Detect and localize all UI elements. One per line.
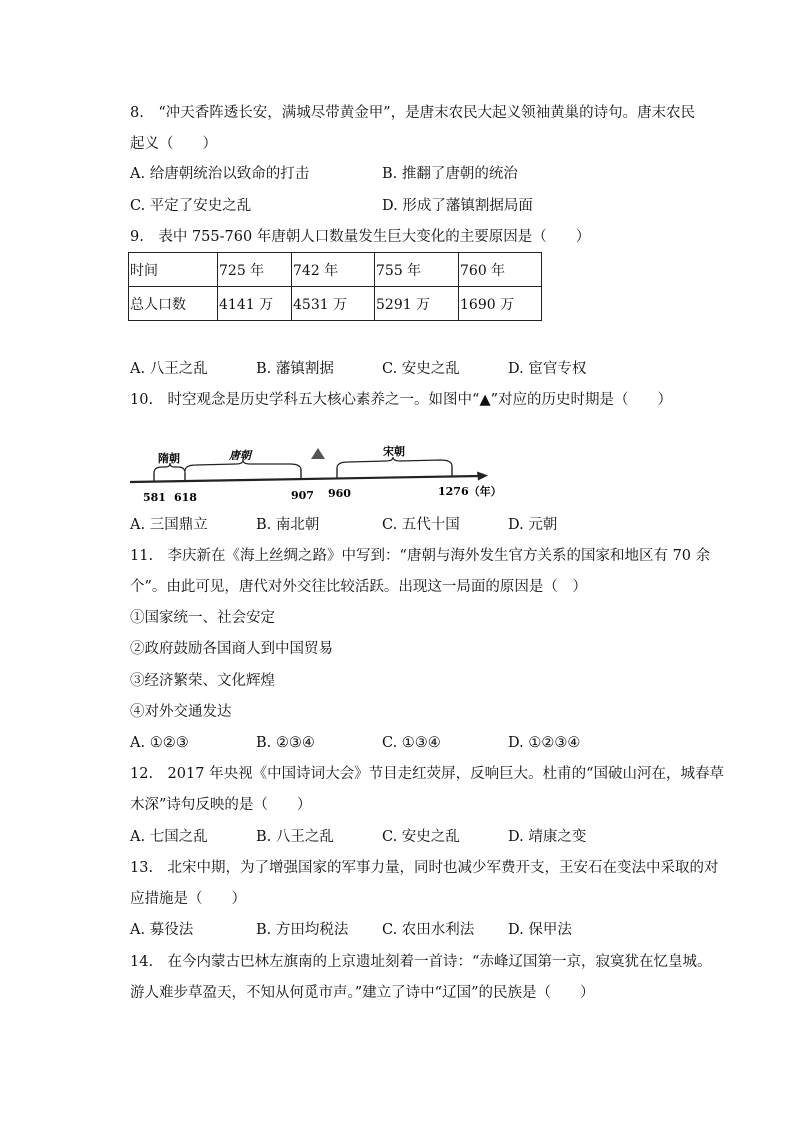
timeline-figure — [128, 440, 508, 502]
tick-label-907: 907 — [291, 489, 314, 502]
triangle-marker-icon — [311, 448, 325, 459]
q10-option-a: A. 三国鼎立 — [130, 517, 208, 533]
q11-option-c: C. ①③④ — [382, 735, 441, 751]
q13-option-a: A. 募役法 — [130, 922, 194, 938]
timeline-svg — [128, 440, 508, 502]
table-cell: 755 年 — [375, 253, 459, 287]
table-cell: 760 年 — [459, 253, 542, 287]
q11-option-a: A. ①②③ — [130, 735, 189, 751]
song-brace — [337, 457, 452, 468]
q10-option-d: D. 元朝 — [508, 517, 558, 533]
label-song: 宋朝 — [383, 445, 405, 458]
q12-stem-line2: 木深”诗句反映的是（ ） — [130, 797, 312, 813]
q12-option-c: C. 安史之乱 — [382, 829, 460, 845]
q8-option-a: A. 给唐朝统治以致命的打击 — [130, 166, 310, 182]
q13-stem-line2: 应措施是（ ） — [130, 891, 246, 907]
table-cell: 1690 万 — [459, 287, 542, 321]
q13-option-b: B. 方田均税法 — [256, 922, 349, 938]
q11-stem-line1: 11. 李庆新在《海上丝绸之路》中写到：“唐朝与海外发生官方关系的国家和地区有 70 余 — [130, 548, 711, 564]
q13-option-c: C. 农田水利法 — [382, 922, 475, 938]
q14-stem-line2: 游人难步草盈天，不知从何觅市声。”建立了诗中“辽国”的民族是（ ） — [130, 985, 595, 1001]
q8-option-d: D. 形成了藩镇割据局面 — [382, 198, 533, 214]
table-cell: 时间 — [129, 253, 218, 287]
q10-stem: 10. 时空观念是历史学科五大核心素养之一。如图中“▲”对应的历史时期是（ ） — [130, 392, 673, 408]
table-cell: 5291 万 — [375, 287, 459, 321]
q9-option-b: B. 藩镇割据 — [256, 361, 334, 377]
table-cell: 4531 万 — [292, 287, 375, 321]
q8-stem-line1: 8. “冲天香阵透长安，满城尽带黄金甲”，是唐末农民大起义领袖黄巢的诗句。唐末农民 — [130, 105, 696, 121]
q11-option-d: D. ①②③④ — [508, 735, 581, 751]
q11-item-1: ①国家统一、社会安定 — [130, 610, 275, 626]
q14-stem-line1: 14. 在今内蒙古巴林左旗南的上京遗址刻着一首诗：“赤峰辽国第一京，寂寞犹在忆皇城。 — [130, 954, 712, 970]
q13-stem-line1: 13. 北宋中期，为了增强国家的军事力量，同时也减少军费开支，王安石在变法中采取的对 — [130, 860, 719, 876]
q8-stem-line2: 起义（ ） — [130, 136, 217, 152]
q9-option-a: A. 八王之乱 — [130, 361, 208, 377]
q12-option-d: D. 靖康之变 — [508, 829, 587, 845]
table-row — [129, 253, 542, 287]
q11-item-3: ③经济繁荣、文化辉煌 — [130, 673, 275, 689]
tick-label-618: 618 — [174, 491, 197, 504]
q12-option-a: A. 七国之乱 — [130, 829, 208, 845]
timeline-arrow — [477, 472, 488, 481]
timeline-axis — [130, 476, 480, 482]
table-cell: 总人口数 — [129, 287, 218, 321]
label-sui: 隋朝 — [158, 452, 180, 465]
table-cell: 725 年 — [218, 253, 292, 287]
q10-option-c: C. 五代十国 — [382, 517, 460, 533]
q9-option-d: D. 宦官专权 — [508, 361, 587, 377]
tick-label-1276: 1276（年） — [438, 485, 502, 498]
q10-option-b: B. 南北朝 — [256, 517, 320, 533]
q11-item-2: ②政府鼓励各国商人到中国贸易 — [130, 641, 333, 657]
q9-option-c: C. 安史之乱 — [382, 361, 460, 377]
q12-stem-line1: 12. 2017 年央视《中国诗词大会》节目走红荧屏，反响巨大。杜甫的“国破山河在，城春草 — [130, 766, 724, 782]
q11-item-4: ④对外交通发达 — [130, 704, 232, 720]
population-table — [128, 252, 542, 321]
table-row — [129, 287, 542, 321]
q9-stem: 9. 表中 755-760 年唐朝人口数量发生巨大变化的主要原因是（ ） — [130, 229, 591, 245]
table-cell: 4141 万 — [218, 287, 292, 321]
table-cell: 742 年 — [292, 253, 375, 287]
label-tang: 唐朝 — [229, 449, 251, 462]
tick-label-960: 960 — [328, 487, 351, 500]
tick-label-581: 581 — [143, 491, 166, 504]
q11-stem-line2: 个”。由此可见，唐代对外交往比较活跃。出现这一局面的原因是（ ） — [130, 579, 587, 595]
q13-option-d: D. 保甲法 — [508, 922, 572, 938]
q8-option-b: B. 推翻了唐朝的统治 — [382, 166, 518, 182]
q12-option-b: B. 八王之乱 — [256, 829, 334, 845]
q11-option-b: B. ②③④ — [256, 735, 315, 751]
q8-option-c: C. 平定了安史之乱 — [130, 198, 252, 214]
